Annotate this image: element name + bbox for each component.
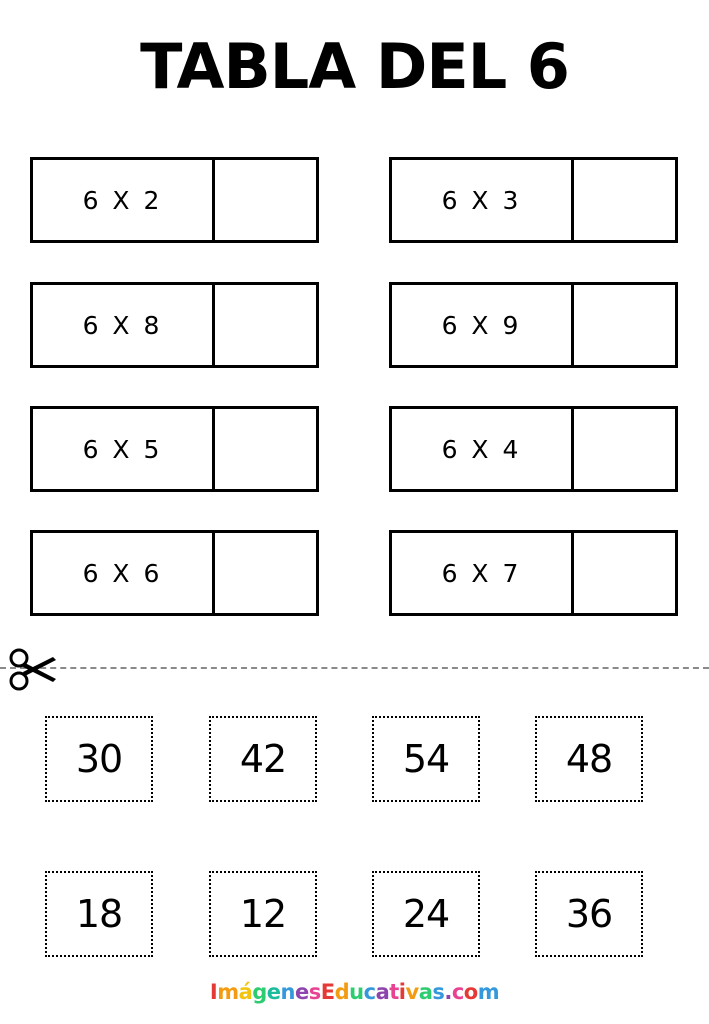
watermark-letter: g	[252, 980, 267, 1004]
problem-expression: 6 X 9	[392, 285, 574, 365]
answer-slot[interactable]	[215, 533, 316, 613]
watermark-letter: d	[334, 980, 350, 1004]
watermark-letter: a	[418, 980, 433, 1004]
watermark-letter: á	[238, 980, 253, 1004]
watermark-letter: m	[217, 980, 239, 1004]
watermark-letter: n	[280, 980, 295, 1004]
answer-card[interactable]: 48	[535, 716, 643, 802]
answer-slot[interactable]	[574, 160, 675, 240]
answer-card[interactable]: 36	[535, 871, 643, 957]
answer-card[interactable]: 24	[372, 871, 480, 957]
watermark-letter: E	[320, 980, 335, 1004]
answer-card[interactable]: 54	[372, 716, 480, 802]
watermark-letter: i	[398, 980, 406, 1004]
problem-box	[389, 282, 678, 368]
answer-slot[interactable]	[574, 409, 675, 489]
watermark-letter: c	[451, 980, 464, 1004]
problem-box	[30, 530, 319, 616]
answer-slot[interactable]	[574, 285, 675, 365]
site-watermark	[0, 980, 709, 1004]
scissors-icon	[6, 645, 60, 693]
watermark-letter: s	[432, 980, 445, 1004]
problem-box	[389, 406, 678, 492]
problem-expression: 6 X 2	[33, 160, 215, 240]
answer-card[interactable]: 30	[45, 716, 153, 802]
answer-card[interactable]: 18	[45, 871, 153, 957]
watermark-letter: u	[349, 980, 364, 1004]
watermark-letter: I	[209, 980, 218, 1004]
watermark-letter: e	[295, 980, 309, 1004]
watermark-letter: e	[266, 980, 281, 1004]
answer-card[interactable]: 42	[209, 716, 317, 802]
worksheet-title: TABLA DEL 6	[140, 30, 569, 103]
problem-expression: 6 X 7	[392, 533, 574, 613]
answer-slot[interactable]	[215, 160, 316, 240]
watermark-letter: m	[477, 980, 500, 1004]
watermark-letter: o	[463, 980, 478, 1004]
problem-box	[389, 530, 678, 616]
watermark-letter: c	[363, 980, 376, 1004]
watermark-letter: .	[444, 980, 452, 1004]
answer-slot[interactable]	[215, 285, 316, 365]
answer-card[interactable]: 12	[209, 871, 317, 957]
answer-slot[interactable]	[215, 409, 316, 489]
problem-expression: 6 X 5	[33, 409, 215, 489]
problem-expression: 6 X 4	[392, 409, 574, 489]
watermark-letter: a	[375, 980, 390, 1004]
answer-cards	[0, 700, 709, 940]
problem-box	[30, 406, 319, 492]
problem-expression: 6 X 3	[392, 160, 574, 240]
watermark-letter: s	[308, 980, 321, 1004]
problem-box	[30, 282, 319, 368]
watermark-letter: t	[389, 980, 399, 1004]
cut-line	[0, 667, 709, 669]
problem-expression: 6 X 8	[33, 285, 215, 365]
problem-box	[30, 157, 319, 243]
watermark-letter: v	[405, 980, 419, 1004]
problem-expression: 6 X 6	[33, 533, 215, 613]
problem-box	[389, 157, 678, 243]
answer-slot[interactable]	[574, 533, 675, 613]
